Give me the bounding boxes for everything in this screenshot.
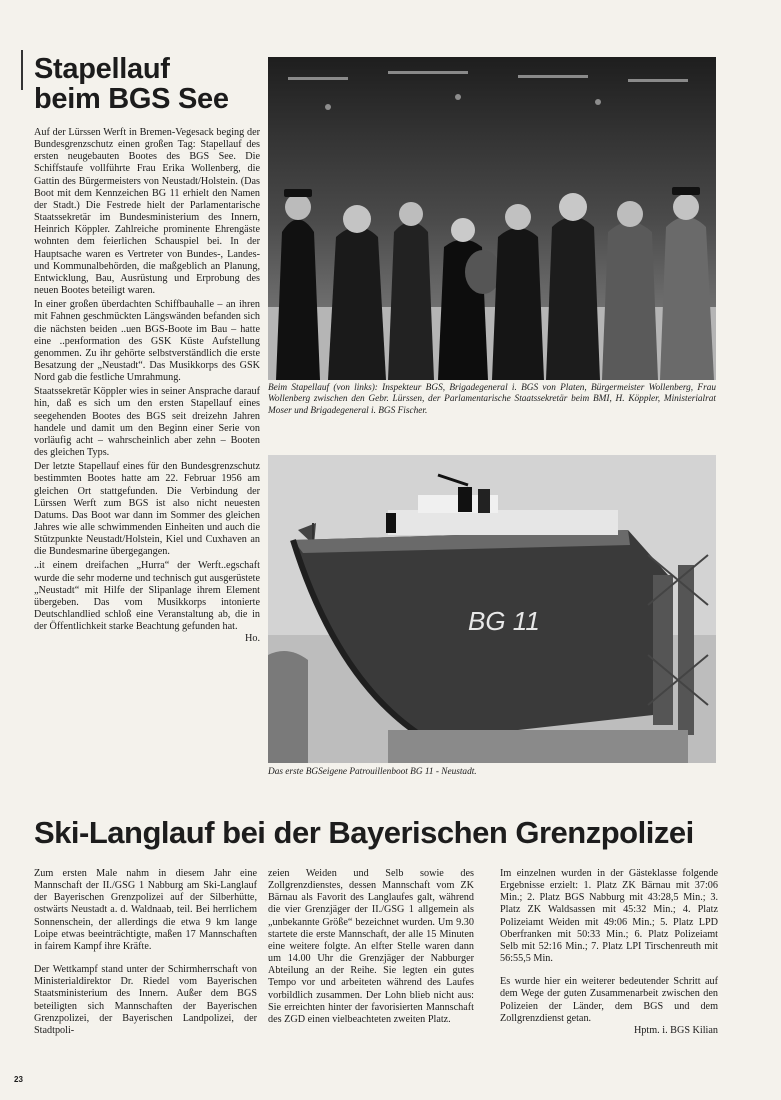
article2-column-1 xyxy=(34,868,257,1037)
boat-hull-marking: BG 11 xyxy=(468,606,540,636)
article2-col1-para-1: Zum ersten Male nahm in diesem Jahr eine Mannschaft der II./GSG 1 Nabburg am Ski-Langlauf der Bayerischen Grenzpolizei auf der Silberhütte, ostwärts Neustadt a. d. Waldnaab, teil. Bei herrlichem Sonnenschein, der allerdings die etwa 9 km lange Loipe etwas beeinträchtigte, maßen 17 Mannschaften in fairem Kampf ihre Kräfte. xyxy=(34,868,257,952)
boat-photo-caption: Das erste BGSeigene Patrouillenboot BG 11 - Neustadt. xyxy=(268,767,477,777)
article2-column-3 xyxy=(500,868,718,1037)
article1-headline xyxy=(34,54,264,114)
ceremony-photo-image xyxy=(268,57,716,380)
article1-para-4: Der letzte Stapellauf eines für den Bundesgrenzschutz bestimmten Bootes hatte am 22. Februar 1956 am gleichen Ort stattgefunden. Die Verbindung der Lürssen Werft zum BGS ist also nicht neuesten Datums. Das Boot war dann im Sommer des gleichen Jahres wie alle schwimmenden Einheiten und auch die Stützpunkte Neustadt/Holstein, Kiel und Cuxhaven an die Bundesmarine übergegangen. xyxy=(34,461,260,558)
boat-photo xyxy=(268,455,716,763)
article2-col3-para-1: Im einzelnen wurden in der Gästeklasse folgende Ergebnisse erzielt: 1. Platz ZK Bärnau mit 37:06 Min.; 2. Platz BGS Nabburg mit 43:28,5 Min.; 3. Platz ZK Waldsassen mit 45:32 Min.; 4. Platz Polizeiamt Weiden mit 49:06 Min.; 5. Platz LPD Oberfranken mit 50:33 Min.; 6. Platz Polizeiamt Selb mit 52:16 Min.; 7. Platz LPI Tirschenreuth mit 56:55,5 Min. xyxy=(500,868,718,965)
page-number: 23 xyxy=(14,1075,23,1084)
boat-photo-image xyxy=(268,455,716,763)
margin-rule xyxy=(21,50,23,90)
article1-para-1: Auf der Lürssen Werft in Bremen-Vegesack beging der Bundesgrenzschutz einen großen Tag: Stapellauf des ersten neugebauten Bootes des BGS See. Die Schiffstaufe vollführte Frau Erika Wollenberg, die Gattin des Bürgermeisters von Neustadt/Holstein. (Das Boot mit dem Kennzeichen BG 11 erhielt den Namen der Stadt.) Die Festrede hielt der Parlamentarische Staatssekretär im Bundesministerium des Innern, Heinrich Köppler. Zahlreiche prominente Ehrengäste wohnten dem feierlichen Schauspiel bei. In der Hauptsache waren es Vertreter von Bundes-, Landes- und Kommunalbehörden, die maßgeblich an Planung, Entwicklung, Bau, Ausrüstung und Erprobung des neuen Bootes beteiligt waren. xyxy=(34,127,260,297)
article2-col3-para-2: Es wurde hier ein weiterer bedeutender Schritt auf dem Wege der guten Zusammenarbeit zwischen den Polizeien der Länder, dem BGS und dem Zollgrenzdienst getan. xyxy=(500,976,718,1024)
article2-signature: Hptm. i. BGS Kilian xyxy=(633,1024,718,1036)
article2-column-2 xyxy=(268,868,474,1026)
article1-para-5: ..it einem dreifachen „Hurra“ der Werft..egschaft wurde die sehr moderne und technisch gut ausgerüstete „Neustadt“ mit Hilfe der Slipanlage ihrem Element übergeben. Das vom Musikkorps intonierte Deutschlandlied schloß eine Veranstaltung ab, die in der Öffentlichkeit starke Beachtung gefunden hat. xyxy=(34,560,260,633)
article1-para-3: Staatssekretär Köppler wies in seiner Ansprache darauf hin, daß es sich um den ersten Stapellauf eines seegehenden Bootes des BGS seit dreizehn Jahren handele und damit um den Beginn einer Serie von vorläufig acht – wahrscheinlich aber zehn – Booten des gleichen Typs. xyxy=(34,386,260,459)
headline-line2: beim BGS See xyxy=(34,83,229,115)
ceremony-photo-caption: Beim Stapellauf (von links): Inspekteur BGS, Brigadegeneral i. BGS von Platen, Bürgermeister Wollenberg, Frau Wollenberg zwischen den Gebr. Lürssen, der Parlamentarische Staatssekretär beim BMI, H. Köppler, Ministerialrat Moser und Brigadegeneral i. BGS Fischer. xyxy=(268,383,716,416)
article2-col1-para-2: Der Wettkampf stand unter der Schirmherrschaft von Ministerialdirektor Dr. Riedel vom Bayerischen Staatsministerium des Innern. Außer dem BGS beteiligten sich Mannschaften der Bayerischen Grenzpolizei, der Bayerischen Landpolizei, der Stadtpoli- xyxy=(34,964,257,1036)
headline-line1: Stapellauf xyxy=(34,53,170,85)
article1-body xyxy=(34,127,260,646)
article1-para-2: In einer großen überdachten Schiffbauhalle – an ihren mit Fahnen geschmückten Längswänden befanden sich die nächsten beiden ..uen BGS-Boote im Bau – hatte eine ..ренformation des GSK Küste Aufstellung genommen. Zu ihr gehörte selbstverständlich die erste Besatzung der „Neustadt“. Das Musikkorps des GSK Nord gab die festliche Umrahmung. xyxy=(34,299,260,384)
article1-signature: Ho. xyxy=(245,633,260,645)
article2-col2-para-1: zeien Weiden und Selb sowie des Zollgrenzdienstes, dessen Mannschaft vom ZK Bärnau als Favorit des Langlaufes galt, während die vier Grenzjäger der II./GSG 1 allgemein als „unbekannte Größe“ bezeichnet wurden. Um 9.30 startete die erste Mannschaft, der alle 15 Minuten eine weitere folgte. An elfter Stelle waren dann um 14.00 Uhr die Grenzjäger der Nabburger Abteilung an der Reihe. Sie legten ein gutes Tempo vor und arbeiteten während des Laufes vorbildlich zusammen. Der Lohn blieb nicht aus: Sie erreichten hinter der favorisierten Mannschaft des ZGD einen vielbeachteten zweiten Platz. xyxy=(268,868,474,1025)
article2-headline: Ski-Langlauf bei der Bayerischen Grenzpolizei xyxy=(34,815,694,850)
ceremony-photo xyxy=(268,57,716,380)
